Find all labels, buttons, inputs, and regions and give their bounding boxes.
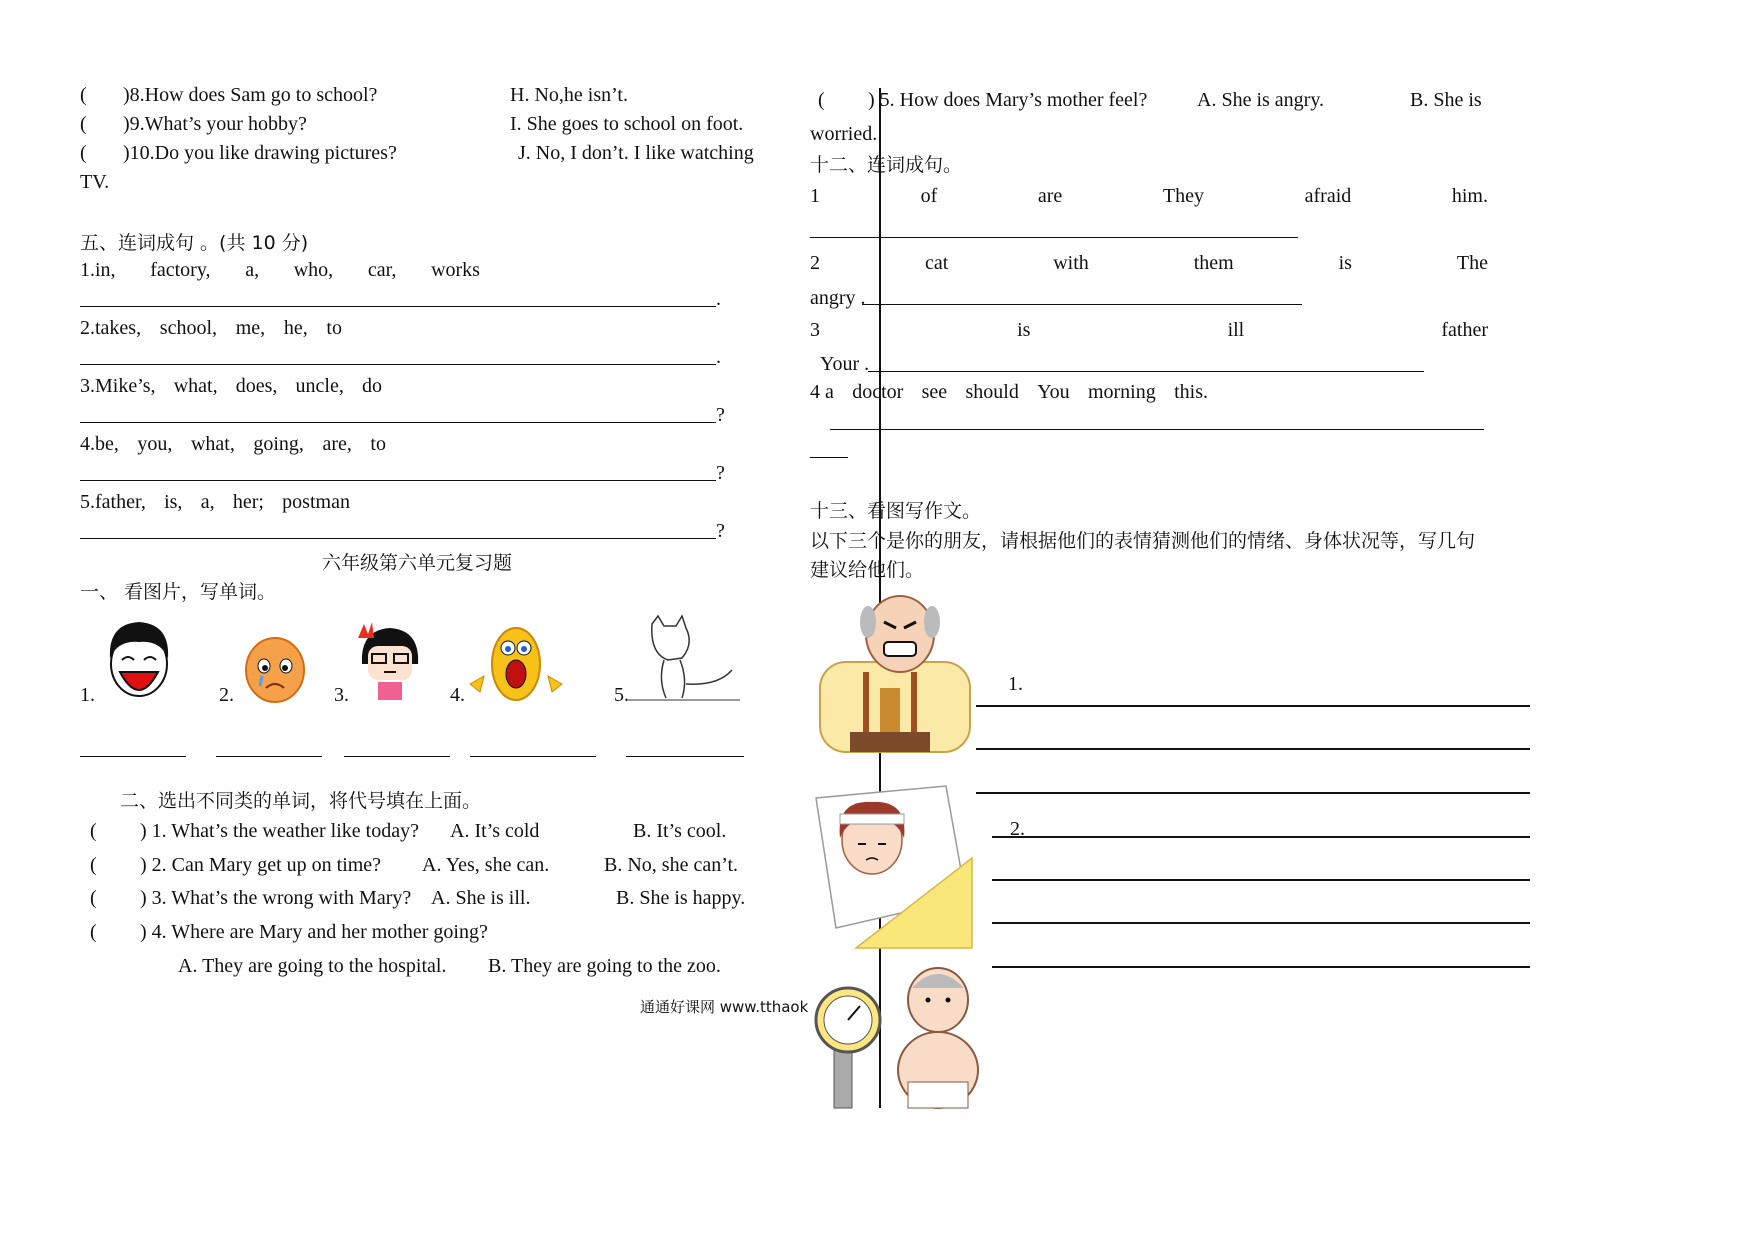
match-row-10 (80, 142, 397, 165)
match-answer-j: J. No, I don’t. I like watching (518, 142, 754, 164)
option-a: A. They are going to the hospital. (178, 955, 447, 977)
word: to (326, 317, 342, 339)
answer-paren[interactable]: ( (80, 142, 87, 164)
word: 4 a (810, 381, 834, 403)
scramble-row-1 (810, 185, 1488, 208)
word: is (1338, 252, 1352, 274)
word: them (1193, 252, 1234, 274)
choice-row-4 (90, 921, 488, 944)
write-line-3[interactable] (976, 792, 1530, 794)
match-row-8 (80, 84, 378, 107)
word: a, (200, 491, 215, 513)
choice-row-1 (90, 820, 419, 843)
word-blank-3[interactable] (344, 756, 450, 757)
match-answer-cont: TV. (80, 171, 110, 193)
word: 3 (810, 319, 820, 341)
section-5-title: 五、连词成句 。(共 10 分) (80, 232, 309, 254)
word: 1 (810, 185, 820, 207)
word-blank-5[interactable] (626, 756, 744, 757)
option-a: A. Yes, she can. (422, 854, 550, 876)
section-1-title: 一、 看图片，写单词。 (80, 581, 277, 603)
scramble-row-3 (810, 319, 1488, 342)
question-text: )8.How does Sam go to school? (123, 84, 378, 106)
word: postman (282, 491, 350, 513)
match-answer-h: H. No,he isn’t. (510, 84, 628, 106)
answer-paren[interactable]: ( (80, 113, 87, 135)
word: with (1053, 252, 1089, 274)
laughing-face-image (104, 618, 174, 704)
choice-row-5 (818, 89, 1148, 112)
line-end-mark: ? (716, 462, 725, 484)
angry-old-man-image (810, 592, 970, 752)
word-blank-1[interactable] (80, 756, 186, 757)
word: should (965, 381, 1019, 403)
word: is, (164, 491, 183, 513)
answer-paren[interactable]: ( (80, 84, 87, 106)
answer-line-5[interactable] (80, 538, 716, 539)
word: of (920, 185, 938, 207)
choice-row-3 (90, 887, 412, 910)
option-b: B. No, she can’t. (604, 854, 739, 876)
sentence-item-1 (80, 259, 480, 282)
word: her; (232, 491, 264, 513)
scared-egg-image (466, 622, 566, 704)
sentence-item-2 (80, 317, 342, 340)
answer-paren[interactable]: ( (90, 921, 97, 943)
word: factory, (150, 259, 211, 281)
word: to (370, 433, 386, 455)
word: car, (367, 259, 397, 281)
pic-label-4: 4. (450, 684, 465, 706)
word: uncle, (295, 375, 344, 397)
answer-line-12-3[interactable] (868, 371, 1424, 372)
word: father (1441, 319, 1488, 341)
question-text: )10.Do you like drawing pictures? (123, 142, 397, 164)
word: are (1037, 185, 1063, 207)
word: a, (245, 259, 260, 281)
question-text: ) 3. What’s the wrong with Mary? (140, 887, 412, 909)
word: him. (1451, 185, 1488, 207)
word: doctor (852, 381, 904, 403)
word: me, (235, 317, 266, 339)
answer-line-12-4[interactable] (830, 429, 1484, 430)
word: 2.takes, (80, 317, 142, 339)
word: They (1162, 185, 1205, 207)
answer-paren[interactable]: ( (90, 854, 97, 876)
pic-label-3: 3. (334, 684, 349, 706)
word: 4.be, (80, 433, 119, 455)
answer-line-2[interactable] (80, 364, 716, 365)
word: what, (173, 375, 218, 397)
section-2-title: 二、选出不同类的单词，将代号填在上面。 (120, 790, 482, 812)
angry-girl-image (356, 620, 424, 704)
write-line-4[interactable] (992, 836, 1530, 838)
word: he, (283, 317, 308, 339)
word: You (1037, 381, 1070, 403)
match-answer-i: I. She goes to school on foot. (510, 113, 744, 135)
word: 2 (810, 252, 820, 274)
word: do (362, 375, 382, 397)
word-blank-2[interactable] (216, 756, 322, 757)
line-end-mark: . (716, 288, 721, 310)
answer-paren[interactable]: ( (818, 89, 825, 111)
pic-label-1: 1. (80, 684, 95, 706)
word: morning (1087, 381, 1156, 403)
crying-face-image (244, 632, 306, 704)
match-row-9 (80, 113, 307, 136)
answer-line-4[interactable] (80, 480, 716, 481)
write-line-5[interactable] (992, 879, 1530, 881)
answer-line-3[interactable] (80, 422, 716, 423)
word: afraid (1304, 185, 1352, 207)
scramble-row-2-cont: angry . (810, 287, 866, 309)
line-end-mark: . (716, 346, 721, 368)
option-a: A. She is ill. (431, 887, 531, 909)
write-label-1: 1. (1008, 673, 1023, 695)
overweight-boy-scale-image (808, 966, 978, 1108)
line-end-mark: ? (716, 520, 725, 542)
section-13-desc: 以下三个是你的朋友，请根据他们的表情猜测他们的情绪、身体状况等，写几句 (810, 530, 1476, 552)
answer-line-12-2[interactable] (862, 304, 1302, 305)
option-b-cont: worried. (810, 123, 878, 145)
write-line-2[interactable] (976, 748, 1530, 750)
pic-label-2: 2. (219, 684, 234, 706)
choice-row-2 (90, 854, 382, 877)
word: cat (924, 252, 949, 274)
scramble-row-4 (810, 381, 1208, 404)
question-text: ) 1. What’s the weather like today? (140, 820, 419, 842)
section-13-title: 十三、看图写作文。 (810, 500, 982, 522)
question-text: ) 5. How does Mary’s mother feel? (868, 89, 1148, 111)
word: works (431, 259, 480, 281)
section-13-desc-cont: 建议给他们。 (810, 559, 925, 581)
write-line-1[interactable] (976, 705, 1530, 707)
word: are, (322, 433, 352, 455)
sentence-item-5 (80, 491, 350, 514)
option-b: B. She is (1410, 89, 1482, 111)
word: see (921, 381, 948, 403)
write-label-2: 2. (1010, 818, 1025, 840)
answer-line-12-4b[interactable] (810, 457, 848, 458)
word: 3.Mike’s, (80, 375, 156, 397)
section-12-title: 十二、连词成句。 (810, 154, 963, 176)
word: 1.in, (80, 259, 116, 281)
answer-line-12-1[interactable] (810, 237, 1298, 238)
word: going, (253, 433, 304, 455)
answer-line-1[interactable] (80, 306, 716, 307)
word: who, (293, 259, 334, 281)
word: does, (235, 375, 278, 397)
footer-watermark: 通通好课网 www.tthaok (640, 998, 808, 1016)
answer-paren[interactable]: ( (90, 887, 97, 909)
scramble-row-2 (810, 252, 1488, 275)
option-b: B. They are going to the zoo. (488, 955, 721, 977)
word: ill (1227, 319, 1245, 341)
word: school, (159, 317, 217, 339)
line-end-mark: ? (716, 404, 725, 426)
question-text: )9.What’s your hobby? (123, 113, 307, 135)
question-text: ) 4. Where are Mary and her mother going? (140, 921, 488, 943)
option-b: B. She is happy. (616, 887, 746, 909)
word-blank-4[interactable] (470, 756, 596, 757)
question-text: ) 2. Can Mary get up on time? (140, 854, 382, 876)
unit-title: 六年级第六单元复习题 (322, 552, 513, 574)
scramble-row-3-cont: Your . (820, 353, 870, 375)
word: you, (137, 433, 173, 455)
sentence-item-3 (80, 375, 382, 398)
tired-cat-image (628, 614, 740, 704)
option-a: A. She is angry. (1197, 89, 1325, 111)
answer-paren[interactable]: ( (90, 820, 97, 842)
word: 5.father, (80, 491, 146, 513)
write-line-6[interactable] (992, 922, 1530, 924)
option-a: A. It’s cold (450, 820, 540, 842)
sentence-item-4 (80, 433, 386, 456)
write-line-7[interactable] (992, 966, 1530, 968)
word: The (1456, 252, 1488, 274)
sick-girl-image (796, 778, 972, 948)
pic-label-5: 5. (614, 684, 629, 706)
option-b: B. It’s cool. (633, 820, 727, 842)
word: this. (1174, 381, 1208, 403)
word: what, (190, 433, 235, 455)
word: is (1017, 319, 1031, 341)
